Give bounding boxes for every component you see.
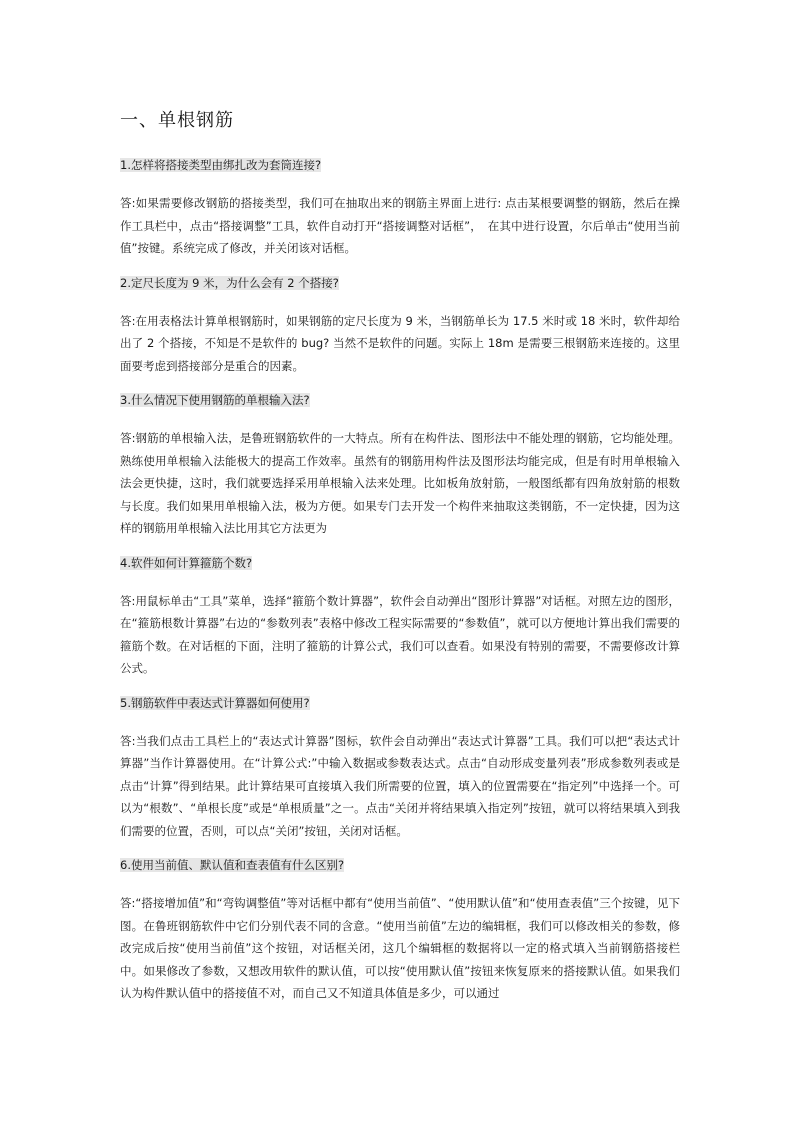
question-text: 5.钢筋软件中表达式计算器如何使用? bbox=[120, 695, 310, 710]
faq-section-2 bbox=[120, 272, 680, 378]
answer-3: 答:钢筋的单根输入法，是鲁班钢筋软件的一大特点。所有在构件法、图形法中不能处理的钢筋，它均能处理。熟练使用单根输入法能极大的提高工作效率。虽然有的钢筋用构件法及图形法均能完成，但是有时用单根输入法会更快捷，这时，我们就要选择采用单根输入法来处理。比如板角放射筋，一般图纸都有四角放射筋的根数与长度。我们如果用单根输入法，极为方便。如果专门去开发一个构件来抽取这类钢筋，不一定快捷，因为这样的钢筋用单根输入法比用其它方法更为 bbox=[120, 431, 680, 535]
question-3 bbox=[120, 389, 680, 411]
question-text: 1.怎样将搭接类型由绑扎改为套筒连接? bbox=[120, 158, 322, 172]
question-1 bbox=[120, 154, 680, 176]
answer-6: 答:“搭接增加值”和“弯钩调整值”等对话框中都有“使用当前值”、“使用默认值”和“使用查表值”三个按键，见下图。在鲁班钢筋软件中它们分别代表不同的含意。“使用当前值”左边的编辑框，我们可以修改相关的参数，修改完成后按“使用当前值”这个按钮，对话框关闭，这几个编辑框的数据将以一定的格式填入当前钢筋搭接栏中。如果修改了参数，又想改用软件的默认值，可以按“使用默认值”按钮来恢复原来的搭接默认值。如果我们认为构件默认值中的搭接值不对，而自己又不知道具体值是多少，可以通过 bbox=[120, 896, 680, 1000]
document-content bbox=[120, 154, 680, 1017]
question-text: 3.什么情况下使用钢筋的单根输入法? bbox=[120, 393, 310, 407]
faq-section-5 bbox=[120, 692, 680, 843]
answer-5: 答:当我们点击工具栏上的“表达式计算器”图标，软件会自动弹出“表达式计算器”工具。我们可以把“表达式计算器”当作计算器使用。在“计算公式:”中输入数据或参数表达式。点击“自动形成变量列表”形成参数列表或是点击“计算”得到结果。此计算结果可直接填入我们所需要的位置，填入的位置需要在“指定列”中选择一个。可以为“根数”、“单根长度”或是“单根质量”之一。点击“关闭并将结果填入指定列”按钮，就可以将结果填入到我们需要的位置，否则，可以点“关闭”按钮，关闭对话框。 bbox=[120, 733, 680, 838]
faq-section-1 bbox=[120, 154, 680, 260]
question-text: 2.定尺长度为 9 米，为什么会有 2 个搭接? bbox=[120, 275, 339, 290]
document-title: 一、单根钢筋 bbox=[120, 110, 234, 131]
question-4 bbox=[120, 552, 680, 574]
question-text: 6.使用当前值、默认值和查表值有什么区别? bbox=[120, 858, 345, 872]
answer-2: 答:在用表格法计算单根钢筋时，如果钢筋的定尺长度为 9 米，当钢筋单长为 17.5 米时或 18 米时，软件却给出了 2 个搭接，不知是不是软件的 bug? 当然不是软件的问题。实际上 18m 是需要三根钢筋来连接的。这里面要考虑到搭接部分是重合的因素。 bbox=[120, 313, 680, 373]
faq-section-4 bbox=[120, 552, 680, 680]
answer-4: 答:用鼠标单击“工具”菜单，选择“箍筋个数计算器”，软件会自动弹出“图形计算器”对话框。对照左边的图形，在“箍筋根数计算器”右边的“参数列表”表格中修改工程实际需要的“参数值”，就可以方便地计算出我们需要的箍筋个数。在对话框的下面，注明了箍筋的计算公式，我们可以查看。如果没有特别的需要，不需要修改计算公式。 bbox=[120, 593, 680, 675]
question-text: 4.软件如何计算箍筋个数? bbox=[120, 555, 253, 570]
question-5 bbox=[120, 692, 680, 714]
answer-1: 答:如果需要修改钢筋的搭接类型，我们可在抽取出来的钢筋主界面上进行: 点击某根要调整的钢筋，然后在操作工具栏中，点击“搭接调整”工具，软件自动打开“搭接调整对话框”， 在其中进行设置，尔后单击“使用当前值”按键。系统完成了修改，并关闭该对话框。 bbox=[120, 196, 680, 255]
faq-section-6 bbox=[120, 854, 680, 1005]
question-6 bbox=[120, 854, 680, 876]
question-2 bbox=[120, 272, 680, 294]
faq-section-3 bbox=[120, 389, 680, 540]
